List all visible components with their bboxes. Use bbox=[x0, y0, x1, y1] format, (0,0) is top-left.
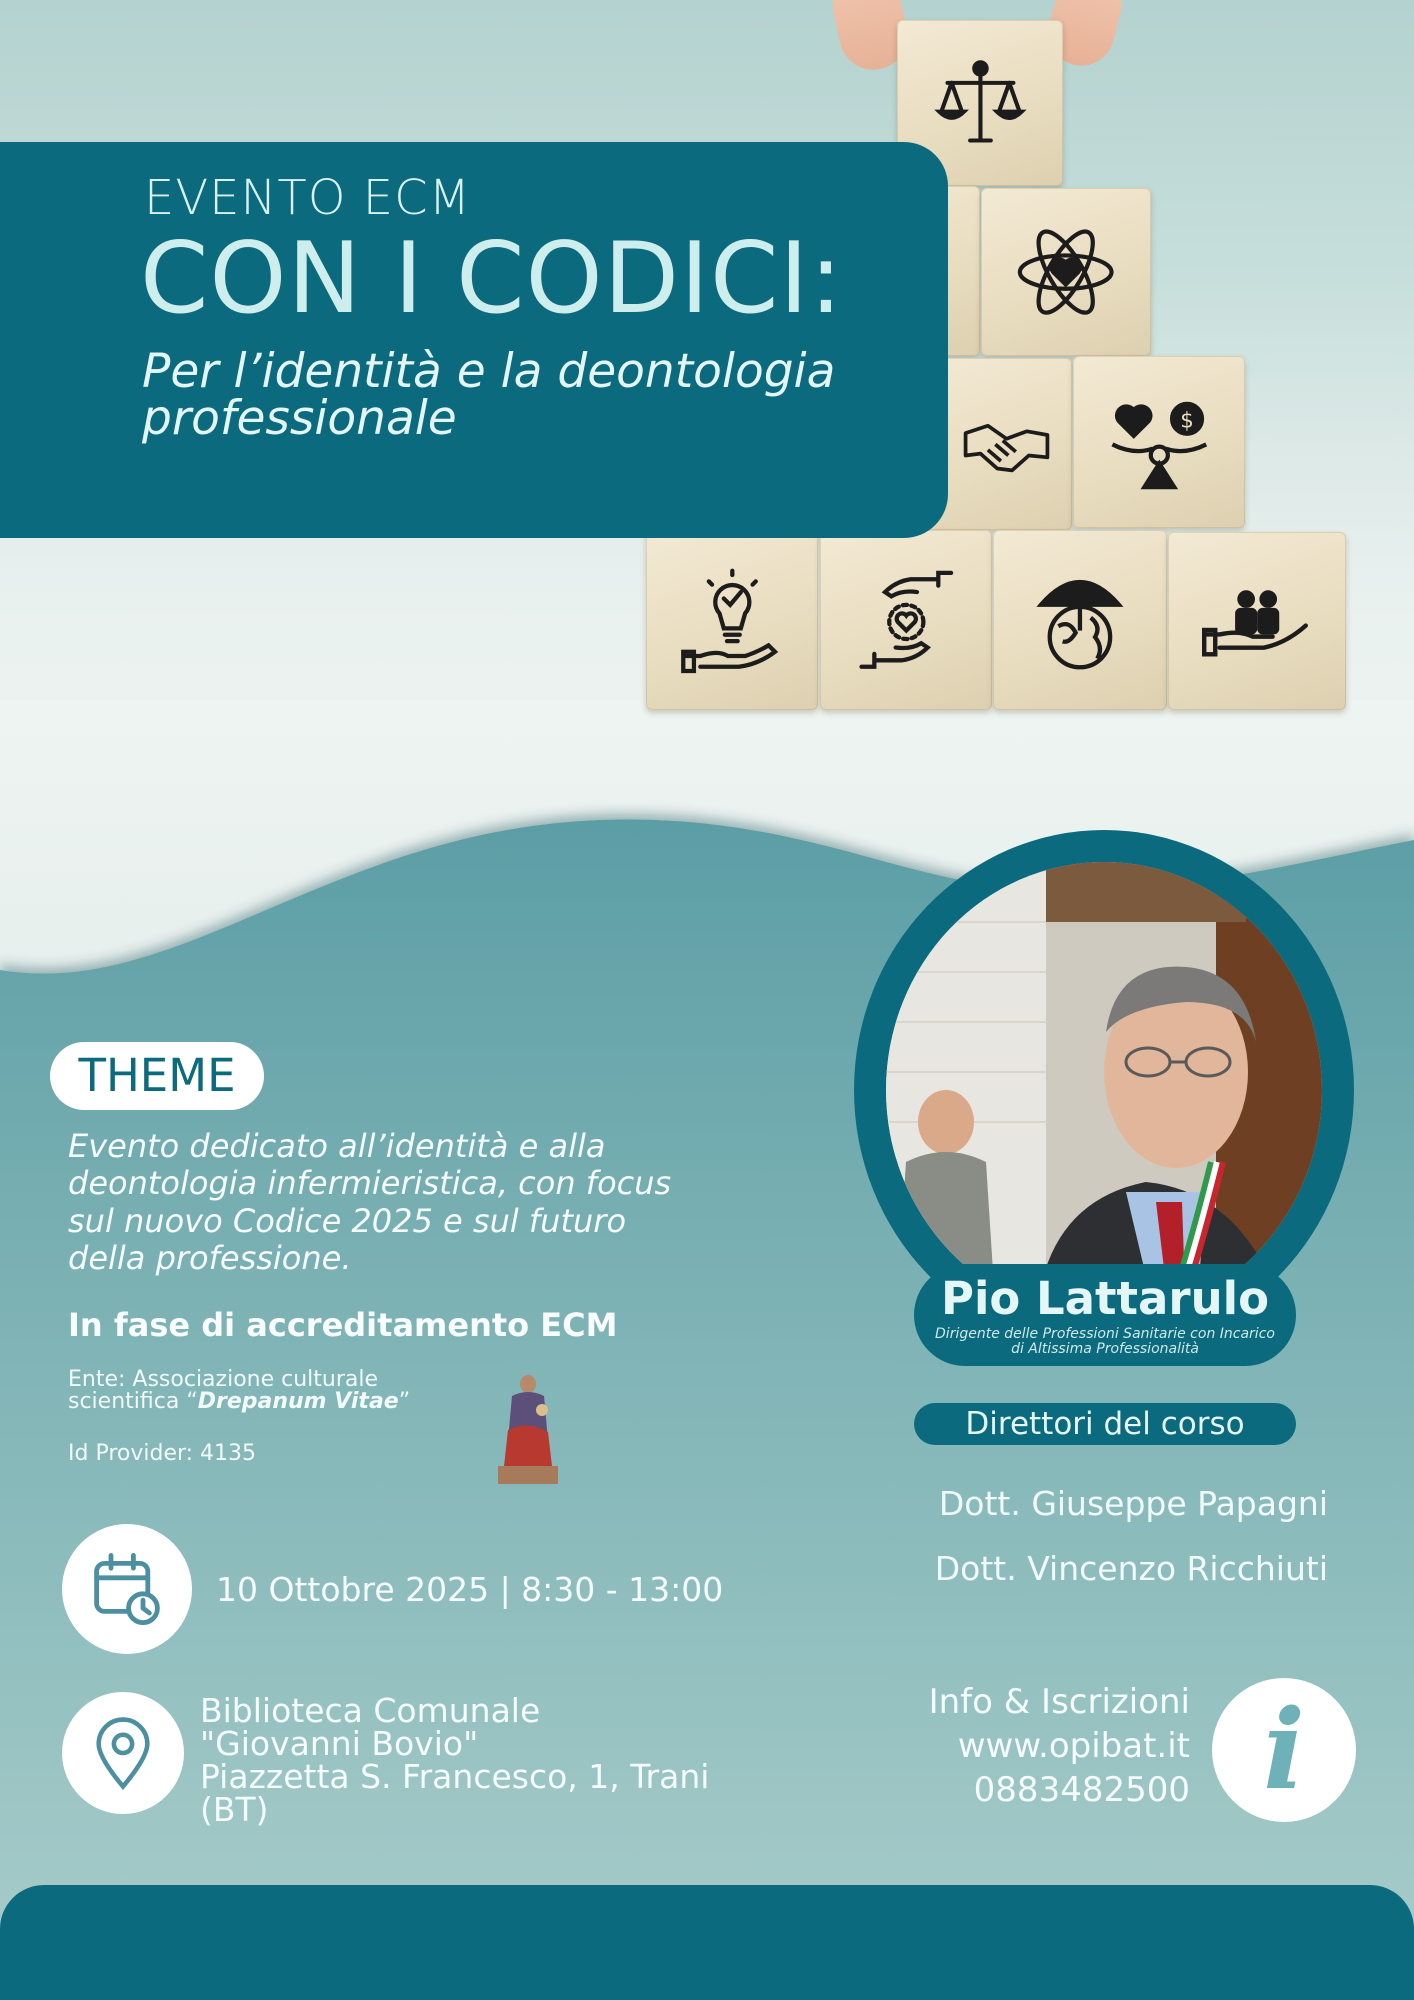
people-hand-icon bbox=[1202, 566, 1312, 676]
director-name: Dott. Giuseppe Papagni bbox=[938, 1484, 1328, 1523]
speaker-role: Dirigente delle Professioni Sanitarie con Incarico di Altissima Professionalità bbox=[935, 1326, 1275, 1358]
speaker-name-badge bbox=[914, 1264, 1296, 1366]
handshake-icon bbox=[960, 391, 1053, 498]
info-contacts bbox=[790, 1680, 1190, 1813]
block-balance bbox=[1073, 356, 1245, 528]
provider-id: Id Provider: 4135 bbox=[68, 1441, 257, 1466]
info-website-link[interactable]: www.opibat.it bbox=[957, 1726, 1190, 1767]
svg-text:$: $ bbox=[1179, 408, 1194, 434]
event-type-label: EVENTO ECM bbox=[144, 170, 472, 226]
atom-heart-icon bbox=[1013, 220, 1118, 324]
theme-description: Evento dedicato all’identità e alla deontologia infermieristica, con focus sul nuovo Codice 2025 e sul futuro della professione. bbox=[68, 1127, 672, 1278]
title-panel bbox=[0, 142, 948, 538]
page-title: CON I CODICI: bbox=[140, 222, 844, 336]
calendar-clock-icon bbox=[87, 1549, 167, 1629]
location-icon-circle bbox=[62, 1692, 184, 1814]
info-phone: 0883482500 bbox=[973, 1770, 1190, 1811]
calendar-icon-circle bbox=[62, 1524, 192, 1654]
director-name: Dott. Vincenzo Ricchiuti bbox=[934, 1549, 1328, 1588]
accreditation-status: In fase di accreditamento ECM bbox=[68, 1306, 618, 1344]
block-lightbulb bbox=[646, 530, 818, 710]
theme-badge: THEME bbox=[50, 1042, 264, 1110]
speaker-photo bbox=[886, 862, 1322, 1318]
map-pin-icon bbox=[85, 1715, 161, 1791]
block-people bbox=[1168, 532, 1346, 710]
organizer-name: Drepanum Vitae bbox=[197, 1389, 399, 1415]
footer-bar bbox=[0, 1885, 1414, 2000]
umbrella-globe-icon bbox=[1026, 564, 1134, 676]
page-subtitle: Per l’identità e la deontologia professionale bbox=[142, 344, 836, 446]
block-care-hands bbox=[820, 530, 992, 710]
heart-care-hands-icon bbox=[853, 564, 960, 676]
event-location: Biblioteca Comunale "Giovanni Bovio" Piazzetta S. Francesco, 1, Trani (BT) bbox=[200, 1691, 710, 1829]
lightbulb-hand-icon bbox=[679, 564, 786, 676]
block-atom bbox=[981, 188, 1151, 356]
directors-heading: Direttori del corso bbox=[914, 1403, 1296, 1445]
heart-money-balance-icon bbox=[1106, 389, 1213, 496]
info-icon-circle bbox=[1212, 1678, 1356, 1822]
event-date: 10 Ottobre 2025 | 8:30 - 13:00 bbox=[216, 1570, 724, 1609]
block-umbrella bbox=[993, 530, 1167, 710]
info-label: Info & Iscrizioni bbox=[928, 1682, 1190, 1722]
organizer-text: Ente: Associazione culturale scientifica “Drepanum Vitae” bbox=[68, 1367, 411, 1415]
speaker-name: Pio Lattarulo bbox=[941, 1272, 1269, 1325]
organizer-logo-statue bbox=[488, 1370, 564, 1488]
justice-scale-icon bbox=[929, 52, 1032, 155]
info-icon: i bbox=[1263, 1685, 1305, 1814]
